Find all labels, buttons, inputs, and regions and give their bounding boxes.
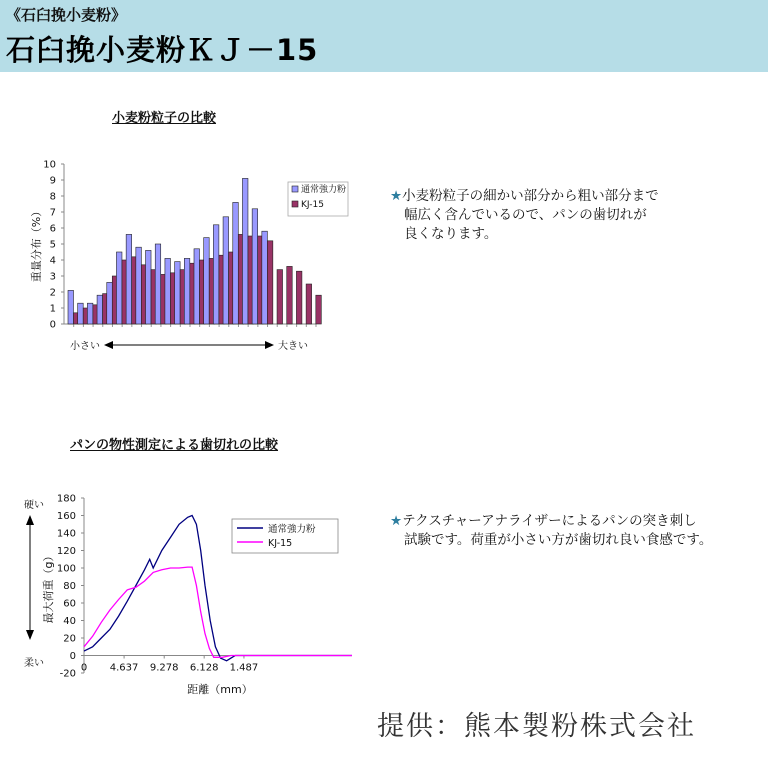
y-tick-label: 9: [49, 175, 56, 187]
x-tick-label: 0: [80, 662, 88, 674]
y-tick-label: 140: [56, 528, 76, 540]
x-axis-label: 距離（mm）: [187, 683, 253, 696]
description-particle: [390, 187, 659, 244]
y-axis-label: 重量分布（%）: [30, 205, 43, 283]
credit-text: 提供：熊本製粉株式会社: [377, 711, 696, 742]
x-tick-label: 4.637: [109, 662, 139, 674]
y-tick-label: 100: [56, 563, 76, 575]
legend-label: KJ-15: [268, 538, 293, 549]
y-tick-label: 20: [63, 633, 76, 645]
y-tick-label: 60: [63, 598, 76, 610]
chart2-title: パンの物性測定による歯切れの比較: [70, 438, 279, 453]
description-line: 幅広く含んでいるので、パンの歯切れが: [404, 207, 647, 223]
y-axis-label: 最大荷重（g）: [42, 550, 55, 624]
y-tick-label: 80: [63, 581, 76, 592]
legend-label: 通常強力粉: [268, 524, 316, 535]
description-line: 小麦粉粒子の細かい部分から粗い部分まで: [402, 188, 659, 204]
y-tick-label: 7: [49, 207, 56, 219]
y-tick-label: 0: [69, 651, 76, 662]
description-line: テクスチャーアナライザーによるパンの突き刺し: [402, 513, 697, 529]
y-tick-label: 6: [49, 223, 56, 235]
y-label-soft: 柔い: [24, 658, 44, 669]
arrow-up-icon: [26, 515, 34, 525]
arrow-down-icon: [26, 630, 34, 640]
y-tick-label: 180: [56, 493, 76, 505]
y-tick-label: 2: [49, 287, 56, 299]
legend-label: 通常強力粉: [301, 185, 347, 195]
y-tick-label: -20: [59, 668, 76, 680]
series-line: [84, 567, 352, 657]
description-texture: [390, 512, 712, 550]
x-tick-label: 1.487: [229, 662, 259, 674]
y-tick-label: 8: [49, 191, 56, 203]
x-tick-label: 6.128: [189, 662, 219, 674]
y-tick-label: 5: [49, 239, 56, 251]
legend-label: KJ-15: [301, 200, 324, 210]
y-tick-label: 3: [49, 271, 56, 283]
y-tick-label: 40: [63, 616, 76, 627]
y-tick-label: 10: [43, 159, 56, 171]
chart1-title: 小麦粉粒子の比較: [112, 111, 217, 126]
description-line: 良くなります。: [404, 226, 498, 242]
y-tick-label: 0: [49, 319, 56, 331]
legend: [232, 519, 338, 553]
y-tick-label: 1: [49, 303, 56, 315]
x-label-large: 大きい: [278, 341, 308, 352]
y-tick-label: 160: [56, 511, 76, 522]
star-icon: ★: [390, 513, 403, 529]
x-tick-label: 9.278: [149, 662, 179, 674]
star-icon: ★: [390, 188, 403, 204]
description-line: 試験です。荷重が小さい方が歯切れ良い食感です。: [404, 532, 713, 548]
y-tick-label: 120: [56, 546, 76, 557]
y-label-hard: 硬い: [24, 500, 44, 511]
y-tick-label: 4: [49, 255, 56, 267]
header-title: 石臼挽小麦粉ＫＪ－15: [6, 33, 319, 67]
x-label-small: 小さい: [70, 341, 100, 352]
header-subtitle: 《石臼挽小麦粉》: [6, 6, 127, 24]
